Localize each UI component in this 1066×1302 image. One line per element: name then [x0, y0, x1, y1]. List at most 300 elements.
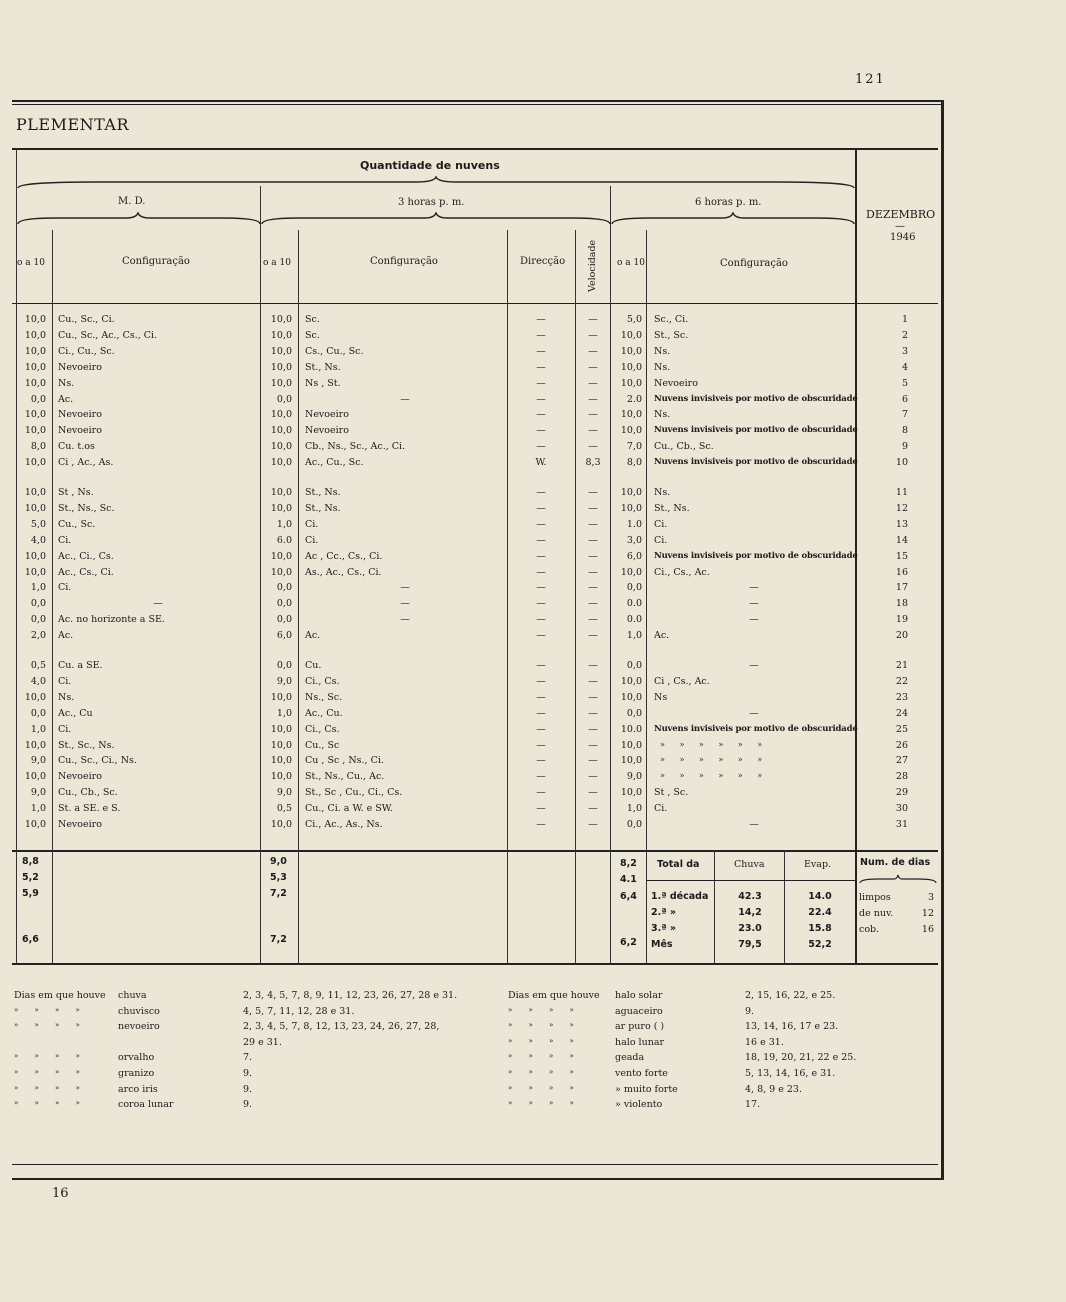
note-prefix: » » » » [508, 1005, 574, 1014]
cell-h3c: Ns., Sc. [305, 691, 343, 703]
cell-md: 10,0 [24, 487, 46, 498]
note-phenom: » violento [615, 1099, 663, 1111]
cell-h3c: Ac., Cu. [305, 707, 343, 719]
cell-h6c: — [749, 614, 759, 626]
cell-dir: — [536, 329, 546, 341]
cell-h3: 10,0 [270, 691, 292, 703]
cell-h3c: Ci., Ac., As., Ns. [305, 819, 383, 830]
cell-md: 0,0 [30, 707, 46, 719]
note-prefix: » » » » [508, 1099, 574, 1108]
cell-h3c: Cu., Ci. a W. e SW. [305, 803, 393, 815]
cell-h6c: Ci. [654, 518, 668, 530]
cell-day: 31 [895, 819, 908, 830]
cell-day: 12 [895, 502, 908, 514]
cell-day: 2 [901, 329, 908, 341]
cell-md: 10,0 [24, 329, 46, 341]
cell-vel: — [588, 329, 598, 341]
cell-h3c: — [400, 598, 410, 610]
note-values: 7. [243, 1052, 253, 1064]
cell-h6: 10.0 [620, 723, 642, 735]
md-avg-month: 6,6 [22, 934, 39, 945]
cell-md: 9,0 [30, 755, 46, 767]
cell-h6: 10,0 [620, 739, 642, 751]
cell-h6c: Ac. [654, 630, 670, 642]
cell-day: 16 [895, 566, 908, 578]
cell-h3: 10,0 [270, 771, 292, 783]
cell-mdc: Cu. a SE. [58, 660, 103, 671]
cell-md: 10,0 [24, 409, 46, 421]
cell-h3c: — [400, 582, 410, 594]
cell-h6c: Cu., Cb., Sc. [654, 441, 714, 453]
cell-vel: — [588, 314, 598, 325]
cell-h6: 5,0 [626, 314, 642, 325]
cell-h6c: — [749, 660, 759, 671]
cell-vel: — [588, 518, 598, 530]
cell-h3: 10,0 [270, 441, 292, 453]
cell-h6: 10,0 [620, 329, 642, 341]
cell-dir: — [536, 771, 546, 783]
cell-h6: 7,0 [626, 441, 642, 453]
note-prefix: » » » » [508, 1068, 574, 1076]
header-quantidade: Quantidade de nuvens [360, 159, 500, 172]
cell-vel: — [588, 425, 598, 437]
note-prefix: » » » » [14, 1021, 80, 1030]
h3-avg-3: 7,2 [270, 888, 287, 899]
footer-page-number: 16 [52, 1186, 69, 1201]
cell-vel: — [588, 691, 598, 703]
period-evap: 22.4 [808, 907, 832, 918]
cell-md: 4,0 [30, 534, 46, 546]
cell-mdc: Nevoeiro [58, 425, 102, 437]
cell-mdc: Ci , Ac., As. [58, 457, 114, 469]
cell-h3: 10,0 [270, 566, 292, 578]
cell-dir: — [536, 518, 546, 530]
note-prefix: » » » » [14, 1099, 80, 1108]
cell-mdc: Nevoeiro [58, 819, 102, 830]
cell-h3: 10,0 [270, 755, 292, 767]
cell-h3: 10,0 [270, 457, 292, 469]
cell-h6c: Nevoeiro [654, 377, 698, 389]
cell-mdc: Cu., Sc., Ci., Ns. [58, 755, 137, 767]
cell-vel: — [588, 550, 598, 562]
cell-h3c: Ac., Cu., Sc. [305, 457, 364, 469]
cell-day: 17 [895, 582, 908, 594]
note-prefix: Dias em que houve [14, 990, 106, 1001]
cell-h6c: Ci. [654, 534, 668, 546]
cell-dir: — [536, 739, 546, 751]
cell-h6: 10,0 [620, 409, 642, 421]
cell-mdc: Ac. no horizonte a SE. [58, 614, 165, 626]
cell-mdc: Ci. [58, 723, 72, 735]
cell-h3: 10,0 [270, 550, 292, 562]
note-values: 9. [243, 1083, 253, 1095]
cell-h6c: Nuvens invisiveis por motivo de obscuridade [654, 425, 858, 436]
note-values: 17. [745, 1099, 761, 1111]
cell-md: 1,0 [30, 803, 46, 815]
cell-vel: — [588, 393, 598, 405]
cell-vel: — [588, 409, 598, 421]
cell-h6: 2.0 [626, 393, 642, 405]
cell-h6: 10,0 [620, 566, 642, 578]
cell-dir: — [536, 819, 546, 830]
cell-h3: 10,0 [270, 345, 292, 357]
cell-h3: 1,0 [276, 707, 292, 719]
cell-md: 10,0 [24, 502, 46, 514]
h6-avg-2: 4.1 [620, 874, 637, 885]
cell-h3c: Ac , Cc., Cs., Ci. [305, 550, 383, 562]
cell-h6: 10,0 [620, 425, 642, 437]
cell-dir: — [536, 630, 546, 642]
note-values: 4, 8, 9 e 23. [745, 1083, 802, 1095]
cell-vel: — [588, 660, 598, 671]
total-da-label: Total da [657, 859, 700, 870]
cell-dir: — [536, 550, 546, 562]
cell-vel: — [588, 723, 598, 735]
cell-mdc: Cu., Sc., Ci. [58, 314, 115, 325]
num-dias-header: Num. de dias [860, 857, 931, 868]
cell-h6: 0.0 [626, 598, 642, 610]
cell-day: 28 [895, 771, 908, 783]
cell-h6: 8,0 [626, 457, 642, 469]
cell-mdc: Ns. [58, 377, 75, 389]
cell-h3c: Ci. [305, 534, 319, 546]
cell-day: 27 [895, 755, 908, 767]
cell-vel: — [588, 345, 598, 357]
cell-mdc: Ci. [58, 534, 72, 546]
note-phenom: vento forte [615, 1068, 668, 1079]
cell-h3c: Ns , St. [305, 377, 341, 389]
cell-md: 2,0 [30, 630, 46, 642]
cell-md: 5,0 [30, 518, 46, 530]
summary-rule [12, 850, 938, 852]
cell-h6c: Ci., Cs., Ac. [654, 566, 710, 578]
header-config-3h: Configuração [370, 256, 438, 267]
h6-avg-3: 6,4 [620, 891, 637, 902]
note-prefix: » » » » [508, 1036, 574, 1045]
cell-h3: 10,0 [270, 377, 292, 389]
cell-md: 8,0 [30, 441, 46, 453]
cell-mdc: Nevoeiro [58, 409, 102, 421]
cell-dir: — [536, 361, 546, 373]
cell-day: 8 [901, 425, 908, 437]
cell-md: 10,0 [24, 425, 46, 437]
cell-vel: — [588, 598, 598, 610]
cell-mdc: St , Ns. [58, 487, 94, 498]
cell-md: 0,0 [30, 393, 46, 405]
cell-mdc: Nevoeiro [58, 771, 102, 783]
cell-dir: — [536, 675, 546, 687]
cell-h3: 6,0 [276, 630, 292, 642]
note-phenom: coroa lunar [118, 1099, 174, 1111]
cell-h6c: — [749, 707, 759, 719]
col-line [610, 186, 611, 963]
period-label: 1.ª década [651, 891, 709, 902]
cell-h6c: Ns. [654, 487, 671, 498]
cell-day: 23 [895, 691, 908, 703]
cell-mdc: Cu. t.os [58, 441, 95, 453]
cell-mdc: St., Sc., Ns. [58, 739, 115, 751]
cell-md: 4,0 [30, 675, 46, 687]
cell-h3: 1,0 [276, 518, 292, 530]
note-phenom: halo lunar [615, 1036, 665, 1048]
note-prefix: » » » » [508, 1083, 574, 1092]
cell-md: 10,0 [24, 691, 46, 703]
cell-dir: — [536, 393, 546, 405]
col-line [714, 850, 715, 963]
note-values: 9. [745, 1005, 755, 1017]
note-phenom: aguaceiro [615, 1005, 663, 1017]
cell-vel: — [588, 819, 598, 830]
period-chuva: 42.3 [738, 891, 762, 902]
cell-dir: — [536, 425, 546, 437]
cell-dir: — [536, 660, 546, 671]
brace-num-dias [858, 874, 938, 884]
cell-vel: — [588, 787, 598, 799]
cell-h6: 3,0 [626, 534, 642, 546]
header-md: M. D. [118, 196, 146, 207]
dias-value: 3 [927, 892, 934, 903]
col-line [298, 230, 299, 963]
note-prefix: » » » » [14, 1083, 80, 1092]
cell-vel: — [588, 803, 598, 815]
cell-h3c: Cs., Cu., Sc. [305, 345, 364, 357]
cell-h3: 9,0 [276, 787, 292, 799]
cell-day: 30 [895, 803, 908, 815]
cell-vel: — [588, 771, 598, 783]
cell-dir: — [536, 691, 546, 703]
cell-md: 10,0 [24, 361, 46, 373]
cell-h6: 9,0 [626, 771, 642, 783]
note-phenom: arco iris [118, 1083, 158, 1095]
cell-h6: 1,0 [626, 630, 642, 642]
cell-h6c: Nuvens invisiveis por motivo de obscuridade [654, 457, 858, 468]
cell-h6c: Ns [654, 691, 668, 703]
cell-h6: 0,0 [626, 707, 642, 719]
header-velocidade: Velocidade [587, 239, 598, 292]
note-values: 2, 3, 4, 5, 7, 8, 12, 13, 23, 24, 26, 27, 28, [243, 1021, 440, 1033]
brace-3h [260, 212, 612, 226]
cell-h6c: St., Ns. [654, 502, 690, 514]
cell-h3c: Cb., Ns., Sc., Ac., Ci. [305, 441, 406, 453]
total-header-rule [646, 880, 855, 881]
period-evap: 52,2 [808, 939, 832, 950]
cell-h6c: » » » » » » [660, 739, 763, 749]
cell-h6c: Ns. [654, 409, 671, 421]
period-label: 3.ª » [651, 923, 677, 934]
period-evap: 14.0 [808, 891, 832, 902]
h6-avg-1: 8,2 [620, 858, 637, 869]
cell-h6c: Ns. [654, 345, 671, 357]
cell-h6c: » » » » » » [660, 755, 763, 765]
cell-h3c: St., Ns. [305, 487, 341, 498]
table-top-rule [12, 148, 938, 150]
cell-h6: 10,0 [620, 755, 642, 767]
cell-h3c: Cu. [305, 660, 322, 671]
cell-dir: W. [535, 457, 547, 469]
cell-h3c: Nevoeiro [305, 409, 349, 421]
cell-h6c: St., Sc. [654, 329, 689, 341]
cell-dir: — [536, 707, 546, 719]
cell-h3: 10,0 [270, 329, 292, 341]
cell-h3c: Ci. [305, 518, 319, 530]
cell-h6c: — [749, 598, 759, 610]
cell-h6: 10,0 [620, 345, 642, 357]
note-values: 9. [243, 1068, 253, 1079]
cell-h3: 0,0 [276, 582, 292, 594]
md-avg-2: 5,2 [22, 872, 39, 883]
note-phenom: halo solar [615, 990, 663, 1001]
table-bottom-rule [12, 963, 938, 965]
cell-h6c: Ci , Cs., Ac. [654, 675, 710, 687]
cell-mdc: Nevoeiro [58, 361, 102, 373]
cell-vel: — [588, 675, 598, 687]
cell-h6: 0,0 [626, 819, 642, 830]
cell-vel: — [588, 377, 598, 389]
cell-h6c: Sc., Ci. [654, 314, 689, 325]
cell-mdc: Cu., Sc., Ac., Cs., Ci. [58, 329, 158, 341]
note-prefix: » » » » [508, 1021, 574, 1030]
note-values: 13, 14, 16, 17 e 23. [745, 1021, 839, 1033]
cell-day: 20 [895, 630, 908, 642]
note-values: 2, 15, 16, 22, e 25. [745, 990, 836, 1001]
cell-h3c: St., Ns., Cu., Ac. [305, 771, 385, 783]
cell-dir: — [536, 487, 546, 498]
cell-h6: 10,0 [620, 691, 642, 703]
cell-h3: 0,0 [276, 393, 292, 405]
cell-h3: 10,0 [270, 739, 292, 751]
cell-md: 10,0 [24, 457, 46, 469]
note-phenom: chuvisco [118, 1005, 160, 1017]
note-prefix: Dias em que houve [508, 990, 600, 1001]
cell-md: 10,0 [24, 819, 46, 830]
note-values: 2, 3, 4, 5, 7, 8, 9, 11, 12, 23, 26, 27, 28 e 31. [243, 990, 458, 1001]
cell-day: 21 [895, 660, 908, 671]
cell-vel: — [588, 487, 598, 498]
cell-h6: 10,0 [620, 487, 642, 498]
cell-day: 26 [895, 739, 908, 751]
cell-mdc: — [153, 598, 163, 610]
cell-day: 25 [895, 723, 908, 735]
evap-header: Evap. [804, 859, 832, 870]
cell-vel: — [588, 441, 598, 453]
brace-6h [610, 212, 856, 226]
cell-day: 11 [895, 487, 908, 498]
note-prefix: » » » » [508, 1052, 574, 1061]
cell-md: 0,0 [30, 614, 46, 626]
cell-dir: — [536, 582, 546, 594]
cell-h6: 10,0 [620, 502, 642, 514]
cell-dir: — [536, 755, 546, 767]
cell-h3: 10,0 [270, 723, 292, 735]
cell-h3c: — [400, 614, 410, 626]
cell-vel: — [588, 630, 598, 642]
cell-h6: 10,0 [620, 787, 642, 799]
note-phenom: chuva [118, 990, 147, 1001]
cell-h6c: St , Sc. [654, 787, 689, 799]
cell-md: 10,0 [24, 377, 46, 389]
cell-mdc: Ac. [58, 393, 74, 405]
header-direccao: Direcção [520, 256, 566, 267]
cell-mdc: St., Ns., Sc. [58, 502, 115, 514]
cell-h3c: St., Sc , Cu., Ci., Cs. [305, 787, 403, 799]
cell-h3: 10,0 [270, 361, 292, 373]
cell-h3c: — [400, 393, 410, 405]
cell-h3c: Sc. [305, 329, 320, 341]
cell-h6: 6,0 [626, 550, 642, 562]
cell-vel: — [588, 739, 598, 751]
header-scale-3h: o a 10 [263, 258, 291, 268]
cell-dir: — [536, 345, 546, 357]
cell-h3c: Sc. [305, 314, 320, 325]
cell-md: 0,5 [30, 660, 46, 671]
cell-h6: 0.0 [626, 614, 642, 626]
header-year: 1946 [890, 232, 916, 243]
cell-day: 29 [895, 787, 908, 799]
header-3h: 3 horas p. m. [398, 197, 465, 208]
note-prefix: » » » » [14, 1068, 80, 1076]
cell-h3: 0,0 [276, 598, 292, 610]
note-phenom: » muito forte [615, 1083, 678, 1095]
cell-h3: 10,0 [270, 425, 292, 437]
cell-dir: — [536, 723, 546, 735]
cell-md: 10,0 [24, 566, 46, 578]
cell-vel: — [588, 755, 598, 767]
cell-dir: — [536, 534, 546, 546]
dias-label: de nuv. [859, 908, 894, 919]
cell-h6: 1,0 [626, 803, 642, 815]
cell-vel: — [588, 707, 598, 719]
period-label: 2.ª » [651, 907, 677, 918]
cell-h6c: Nuvens invisiveis por motivo de obscuridade [654, 550, 858, 561]
cell-day: 22 [895, 675, 908, 687]
period-chuva: 79,5 [738, 939, 762, 950]
cell-dir: — [536, 441, 546, 453]
cell-md: 10,0 [24, 771, 46, 783]
page-title: PLEMENTAR [16, 115, 130, 134]
cell-h6c: — [749, 582, 759, 594]
cell-h6c: Ns. [654, 361, 671, 373]
cell-h3: 0,0 [276, 614, 292, 626]
cell-h3c: Ac. [305, 630, 321, 642]
note-values: 16 e 31. [745, 1036, 784, 1048]
cell-h3: 10,0 [270, 409, 292, 421]
cell-day: 18 [895, 598, 908, 610]
cell-day: 10 [895, 457, 908, 469]
note-values: 18, 19, 20, 21, 22 e 25. [745, 1052, 857, 1064]
cell-h6c: Ci. [654, 803, 668, 815]
cell-h3c: St., Ns. [305, 502, 341, 514]
cell-h3c: Ci., Cs. [305, 723, 340, 735]
dias-label: cob. [859, 924, 880, 935]
cell-h3: 10,0 [270, 314, 292, 325]
page-number: 121 [855, 72, 886, 87]
note-prefix: » » » » [14, 1005, 80, 1014]
note-values: 9. [243, 1099, 253, 1111]
header-config-6h: Configuração [720, 258, 788, 269]
cell-h6: 0,0 [626, 582, 642, 594]
cell-h3c: Cu., Sc [305, 739, 340, 751]
cell-day: 24 [895, 707, 908, 719]
cell-day: 14 [895, 534, 908, 546]
cell-md: 10,0 [24, 314, 46, 325]
cell-day: 4 [901, 361, 908, 373]
cell-mdc: Ac., Cu [58, 707, 93, 719]
cell-dir: — [536, 598, 546, 610]
cell-dir: — [536, 566, 546, 578]
header-6h: 6 horas p. m. [695, 197, 762, 208]
col-line [52, 230, 53, 963]
md-avg-1: 8,8 [22, 856, 39, 867]
